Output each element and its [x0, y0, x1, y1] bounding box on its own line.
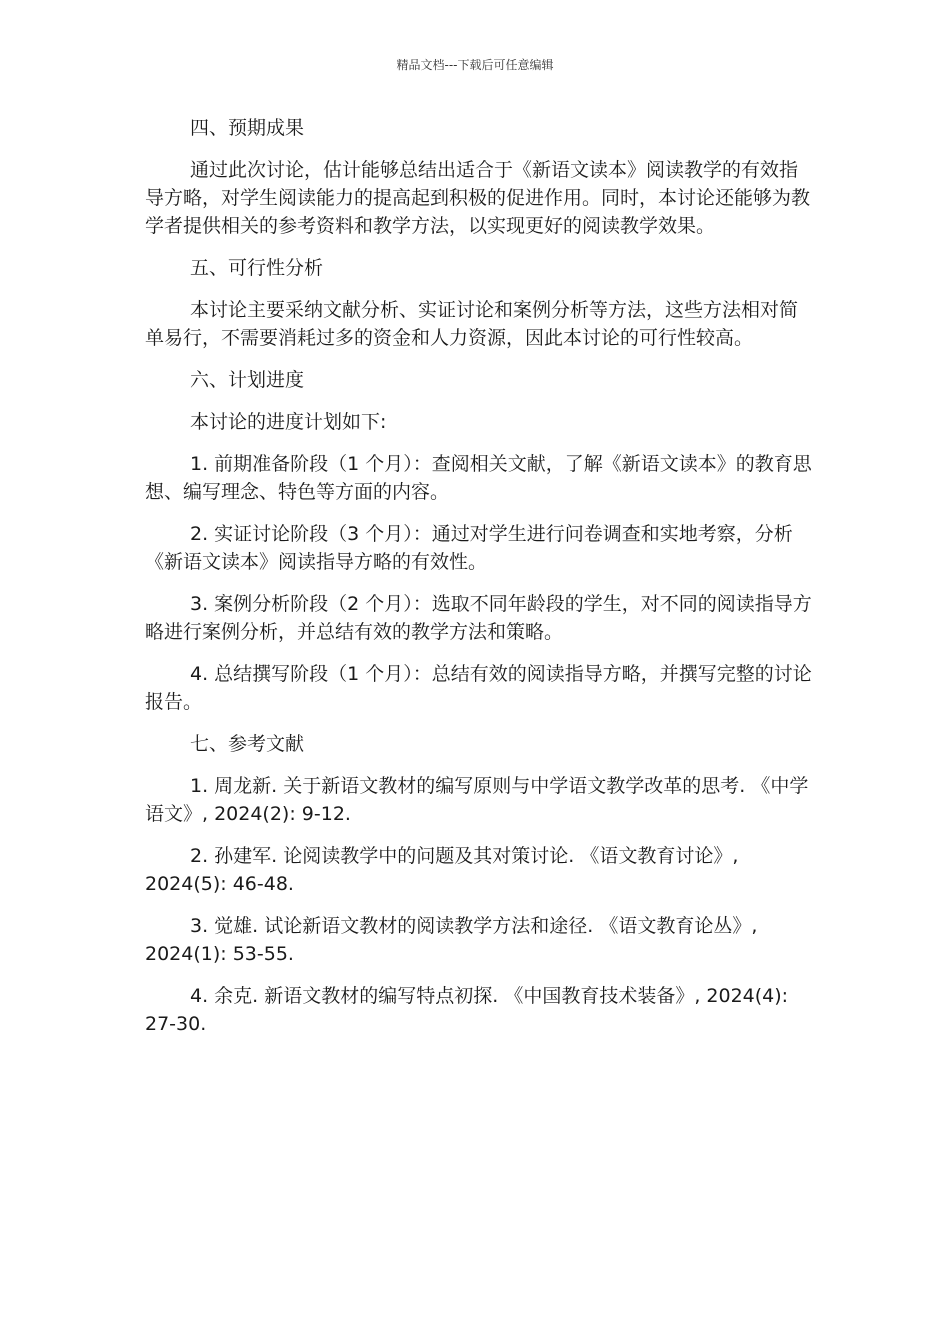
schedule-item: 3. 案例分析阶段（2 个月）：选取不同年龄段的学生，对不同的阅读指导方略进行案例分析，并总结有效的教学方法和策略。: [145, 593, 812, 643]
reference-item: 1. 周龙新. 关于新语文教材的编写原则与中学语文教学改革的思考. 《中学语文》, 2024(2): 9-12.: [145, 775, 809, 825]
page-header: 精品文档---下载后可任意编辑: [396, 58, 554, 72]
feasibility-paragraph: 本讨论主要采纳文献分析、实证讨论和案例分析等方法，这些方法相对简单易行，不需要消耗过多的资金和人力资源，因此本讨论的可行性较高。: [145, 299, 799, 349]
schedule-item: 2. 实证讨论阶段（3 个月）：通过对学生进行问卷调查和实地考察，分析《新语文读本》阅读指导方略的有效性。: [145, 523, 793, 573]
section-heading-expected-results: 四、预期成果: [190, 117, 305, 139]
section-heading-references: 七、参考文献: [190, 733, 305, 755]
document-body: [145, 114, 815, 1052]
reference-item: 4. 余克. 新语文教材的编写特点初探. 《中国教育技术装备》, 2024(4): 27-30.: [145, 985, 789, 1035]
reference-item: 2. 孙建军. 论阅读教学中的问题及其对策讨论. 《语文教育讨论》, 2024(5): 46-48.: [145, 845, 739, 895]
reference-item: 3. 觉雄. 试论新语文教材的阅读教学方法和途径. 《语文教育论丛》, 2024(1): 53-55.: [145, 915, 758, 965]
expected-results-paragraph: 通过此次讨论，估计能够总结出适合于《新语文读本》阅读教学的有效指导方略，对学生阅读能力的提高起到积极的促进作用。同时，本讨论还能够为教学者提供相关的参考资料和教学方法，以实现更好的阅读教学效果。: [145, 159, 811, 237]
section-heading-feasibility: 五、可行性分析: [190, 257, 324, 279]
schedule-item: 4. 总结撰写阶段（1 个月）：总结有效的阅读指导方略，并撰写完整的讨论报告。: [145, 663, 812, 713]
section-heading-schedule: 六、计划进度: [190, 369, 305, 391]
schedule-item: 1. 前期准备阶段（1 个月）：查阅相关文献，了解《新语文读本》的教育思想、编写理念、特色等方面的内容。: [145, 453, 812, 503]
schedule-intro: 本讨论的进度计划如下:: [190, 411, 387, 433]
